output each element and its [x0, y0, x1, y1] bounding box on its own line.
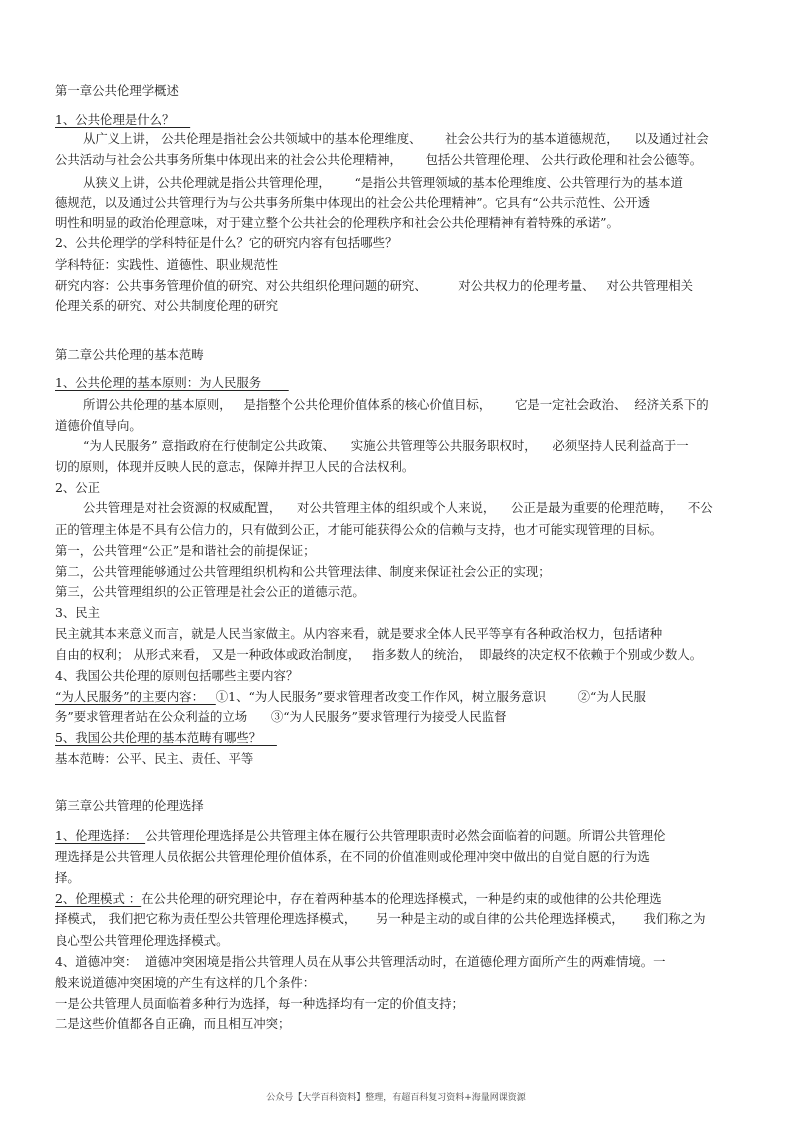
text-line: [55, 996, 464, 1012]
line-text: ①1、“为人民服务”要求管理者改变工作作风，树立服务意识 ②“为人民服: [215, 689, 646, 704]
text-line: [83, 397, 709, 413]
line-text: 从广义上讲， 公共伦理是指社会公共领域中的基本伦理维度、 社会公共行为的基本道德规范， 以及通过社会: [83, 131, 709, 146]
line-text: 德规范，以及通过公共管理行为与公共事务所集中体现出的社会公共伦理精神”。它具有“公共示范性、公开透: [55, 195, 651, 210]
line-text: 道德价值导向。: [55, 418, 142, 433]
underlined-heading: 5、我国公共伦理的基本范畴有哪些？: [55, 730, 277, 745]
text-line: [55, 235, 397, 251]
line-text: 第一章公共伦理学概述: [55, 83, 179, 98]
text-line: [55, 954, 666, 970]
text-line: [55, 709, 507, 725]
line-text: 民主就其本来意义而言，就是人民当家做主。从内容来看，就是要求全体人民平等享有各种政治权力，包括诸种: [55, 626, 663, 641]
text-line: [55, 257, 278, 273]
text-line: [55, 933, 228, 949]
underlined-heading: “为人民服务”的主要内容：: [55, 689, 216, 704]
text-line: [55, 375, 289, 391]
text-line: [55, 689, 646, 705]
text-line: [83, 131, 709, 147]
text-line: [55, 751, 253, 767]
text-line: [55, 278, 693, 294]
underlined-heading: 1、公共伦理是什么？: [55, 112, 191, 127]
text-line: [55, 112, 190, 128]
text-line: [55, 215, 619, 231]
underlined-heading: 2、伦理模式 ：: [55, 891, 142, 906]
text-line: [55, 83, 179, 99]
line-text: 从狭义上讲，公共伦理就是指公共管理伦理， “是指公共管理领域的基本伦理维度、公共管理行为的基本道: [83, 175, 683, 190]
line-text: 研究内容：公共事务管理价值的研究、对公共组织伦理问题的研究、 对公共权力的伦理考量、 对公共管理相关: [55, 278, 694, 293]
line-text: 公共管理伦理选择是公共管理主体在履行公共管理职责时必然会面临着的问题。所谓公共管理伦: [145, 828, 666, 843]
line-text: 第二，公共管理能够通过公共管理组织机构和公共管理法律、制度来保证社会公正的实现；: [55, 564, 551, 579]
line-text: 伦理关系的研究、对公共制度伦理的研究: [55, 298, 279, 313]
line-text: 理选择是公共管理人员依据公共管理伦理价值体系，在不同的价值准则或伦理冲突中做出的自觉自愿的行为选: [55, 849, 650, 864]
line-text: 2、公共伦理学的学科特征是什么？它的研究内容有包括哪些？: [55, 235, 398, 250]
text-line: [55, 798, 204, 814]
text-line: [55, 1016, 290, 1032]
line-text: 学科特征：实践性、道德性、职业规范性: [55, 257, 279, 272]
line-text: 务”要求管理者站在公众利益的立场 ③“为人民服务”要求管理行为接受人民监督: [55, 709, 507, 724]
text-line: [83, 175, 683, 191]
text-line: [55, 152, 702, 168]
text-line: [55, 418, 142, 434]
line-text: 第二章公共伦理的基本范畴: [55, 347, 204, 362]
line-text: 第三，公共管理组织的公正管理是社会公正的道德示范。: [55, 584, 365, 599]
line-text: 4、道德冲突： 道德冲突困境是指公共管理人员在从事公共管理活动时，在道德伦理方面所产生的两难情境。一: [55, 954, 666, 969]
line-text: 4、我国公共伦理的原则包括哪些主要内容？: [55, 668, 299, 683]
line-text: 2、公正: [55, 480, 101, 495]
line-text: 第一，公共管理“公正”是和谐社会的前提保证；: [55, 543, 316, 558]
line-text: 择。: [55, 870, 80, 885]
line-text: 一是公共管理人员面临着多种行为选择，每一种选择均有一定的价值支持；: [55, 996, 464, 1011]
text-line: [55, 870, 80, 886]
text-line: [55, 480, 100, 496]
line-text: 良心型公共管理伦理选择模式。: [55, 933, 229, 948]
text-line: [55, 195, 650, 211]
line-text: 自由的权利； 从形式来看， 又是一种政体或政治制度， 指多数人的统治， 即最终的决定权不依赖于个别或少数人。: [55, 647, 703, 662]
text-line: [55, 564, 551, 580]
line-text: 明性和明显的政治伦理意味，对于建立整个公共社会的伦理秩序和社会公共伦理精神有着特殊的承诺”。: [55, 215, 619, 230]
underlined-heading: 1、公共伦理的基本原则：为人民服务: [55, 375, 289, 390]
line-text: 正的管理主体是不具有公信力的，只有做到公正，才能可能获得公众的信赖与支持，也才可能实现管理的目标。: [55, 522, 663, 537]
text-line: [55, 584, 365, 600]
text-line: [55, 911, 705, 927]
text-line: [55, 647, 702, 663]
text-line: [55, 975, 315, 991]
line-text: 择模式， 我们把它称为责任型公共管理伦理选择模式， 另一种是主动的或自律的公共伦理选择模式， 我们称之为: [55, 911, 706, 926]
text-line: [55, 605, 100, 621]
line-text: 3、民主: [55, 605, 101, 620]
text-line: [55, 543, 315, 559]
text-line: [55, 298, 278, 314]
text-line: [55, 891, 662, 907]
line-text: “为人民服务” 意指政府在行使制定公共政策、 实施公共管理等公共服务职权时， 必须坚持人民利益高于一: [83, 438, 689, 453]
line-text: 切的原则，体现并反映人民的意志，保障并捍卫人民的合法权利。: [55, 459, 415, 474]
text-line: [83, 438, 689, 454]
text-line: [55, 828, 666, 844]
text-line: [55, 668, 298, 684]
line-text: 公共活动与社会公共事务所集中体现出来的社会公共伦理精神， 包括公共管理伦理、 公共行政伦理和社会公德等。: [55, 152, 703, 167]
line-text: 二是这些价值都各自正确，而且相互冲突；: [55, 1016, 291, 1031]
line-text: 第三章公共管理的伦理选择: [55, 798, 204, 813]
text-line: [55, 849, 650, 865]
footer-note: 公众号【大学百科资料】整理，有超百科复习资料+海量网课资源: [266, 1093, 526, 1103]
underlined-heading: 1、伦理选择：: [55, 828, 146, 843]
line-text: 在公共伦理的研究理论中，存在着两种基本的伦理选择模式，一种是约束的或他律的公共伦理选: [141, 891, 662, 906]
text-line: [55, 522, 662, 538]
text-line: [83, 500, 713, 516]
line-text: 所谓公共伦理的基本原则， 是指整个公共伦理价值体系的核心价值目标， 它是一定社会政治、 经济关系下的: [83, 397, 709, 412]
text-line: [55, 626, 662, 642]
line-text: 般来说道德冲突困境的产生有这样的几个条件：: [55, 975, 316, 990]
text-line: [55, 459, 414, 475]
text-line: [55, 730, 277, 746]
line-text: 基本范畴：公平、民主、责任、平等: [55, 751, 254, 766]
text-line: [55, 347, 204, 363]
line-text: 公共管理是对社会资源的权威配置， 对公共管理主体的组织或个人来说， 公正是最为重要的伦理范畴， 不公: [83, 500, 713, 515]
